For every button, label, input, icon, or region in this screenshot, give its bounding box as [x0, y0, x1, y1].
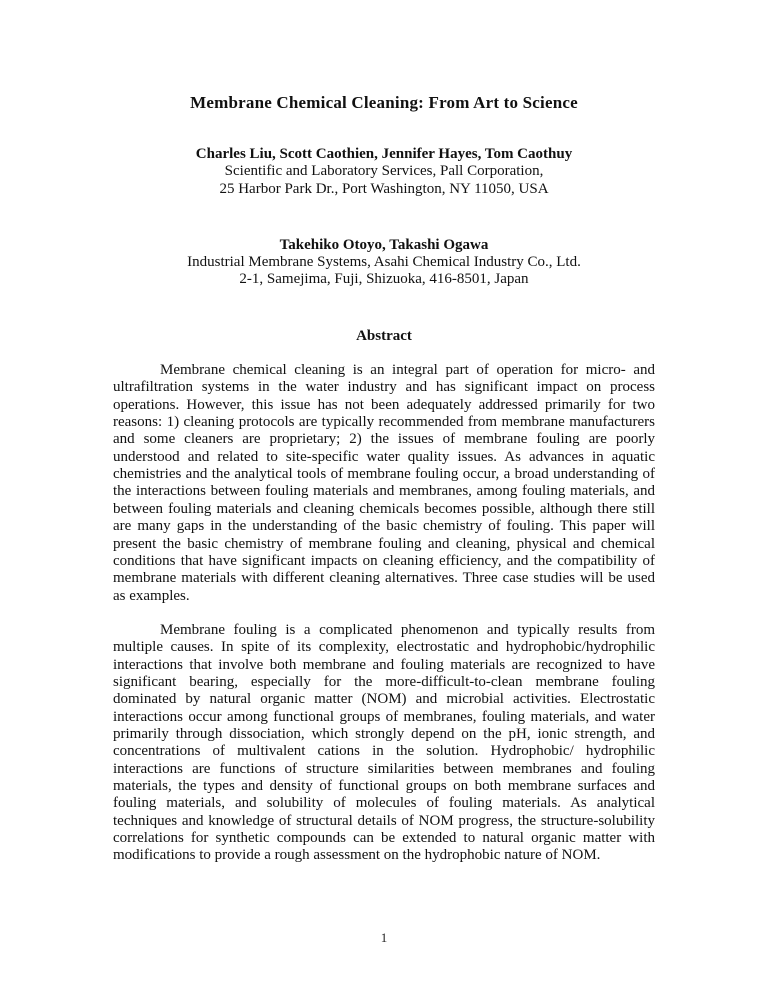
abstract-heading: Abstract	[356, 327, 412, 344]
abstract-paragraph-2: Membrane fouling is a complicated phenomenon and typically results from multiple causes. In spite of its complexity, electrostatic and hydrophobic/hydrophilic interactions that involve both membrane and fouling materials are recognized to have significant bearing, especially for the more-difficult-to-clean membrane fouling dominated by natural organic matter (NOM) and microbial activities. Electrostatic interactions occur among functional groups of membranes, fouling materials, and water primarily through dissociation, which strongly depend on the pH, ionic strength, and concentrations of multivalent cations in the solution. Hydrophobic/ hydrophilic interactions are functions of structure similarities between membranes and fouling materials, the types and density of functional groups on both membrane surfaces and fouling materials, and solubility of molecules of fouling materials. As analytical techniques and knowledge of structural details of NOM progress, the structure-solubility correlations for synthetic compounds can be extended to natural organic matter with modifications to provide a rough assessment on the hydrophobic nature of NOM.	[113, 621, 655, 864]
author-affiliation-pall: Scientific and Laboratory Services, Pall Corporation,	[224, 163, 544, 180]
author-names-pall: Charles Liu, Scott Caothien, Jennifer Hayes, Tom Caothuy	[195, 146, 573, 162]
page-number: 1	[380, 930, 388, 945]
author-block-pall	[113, 146, 655, 198]
author-block-asahi	[113, 237, 655, 289]
author-address-pall: 25 Harbor Park Dr., Port Washington, NY 11050, USA	[219, 180, 549, 197]
author-address-asahi: 2-1, Samejima, Fuji, Shizuoka, 416-8501, Japan	[239, 271, 529, 288]
author-affiliation-asahi: Industrial Membrane Systems, Asahi Chemical Industry Co., Ltd.	[187, 254, 581, 271]
paper-title: Membrane Chemical Cleaning: From Art to Science	[190, 93, 578, 112]
author-names-asahi: Takehiko Otoyo, Takashi Ogawa	[279, 236, 489, 253]
abstract-paragraph-1: Membrane chemical cleaning is an integral part of operation for micro- and ultrafiltration systems in the water industry and has significant impact on process operations. However, this issue has not been adequately addressed primarily for two reasons: 1) cleaning protocols are typically recommended from membrane manufacturers and some cleaners are proprietary; 2) the issues of membrane fouling are poorly understood and related to site-specific water quality issues. As advances in aquatic chemistries and the analytical tools of membrane fouling occur, a broad understanding of the interactions between fouling materials and membranes, among fouling materials, and between fouling materials and cleaning chemicals becomes possible, although there still are many gaps in the understanding of the basic chemistry of fouling. This paper will present the basic chemistry of membrane fouling and cleaning, physical and chemical conditions that have significant impacts on cleaning efficiency, and the compatibility of membrane materials with different cleaning alternatives. Three case studies will be used as examples.	[113, 362, 655, 604]
